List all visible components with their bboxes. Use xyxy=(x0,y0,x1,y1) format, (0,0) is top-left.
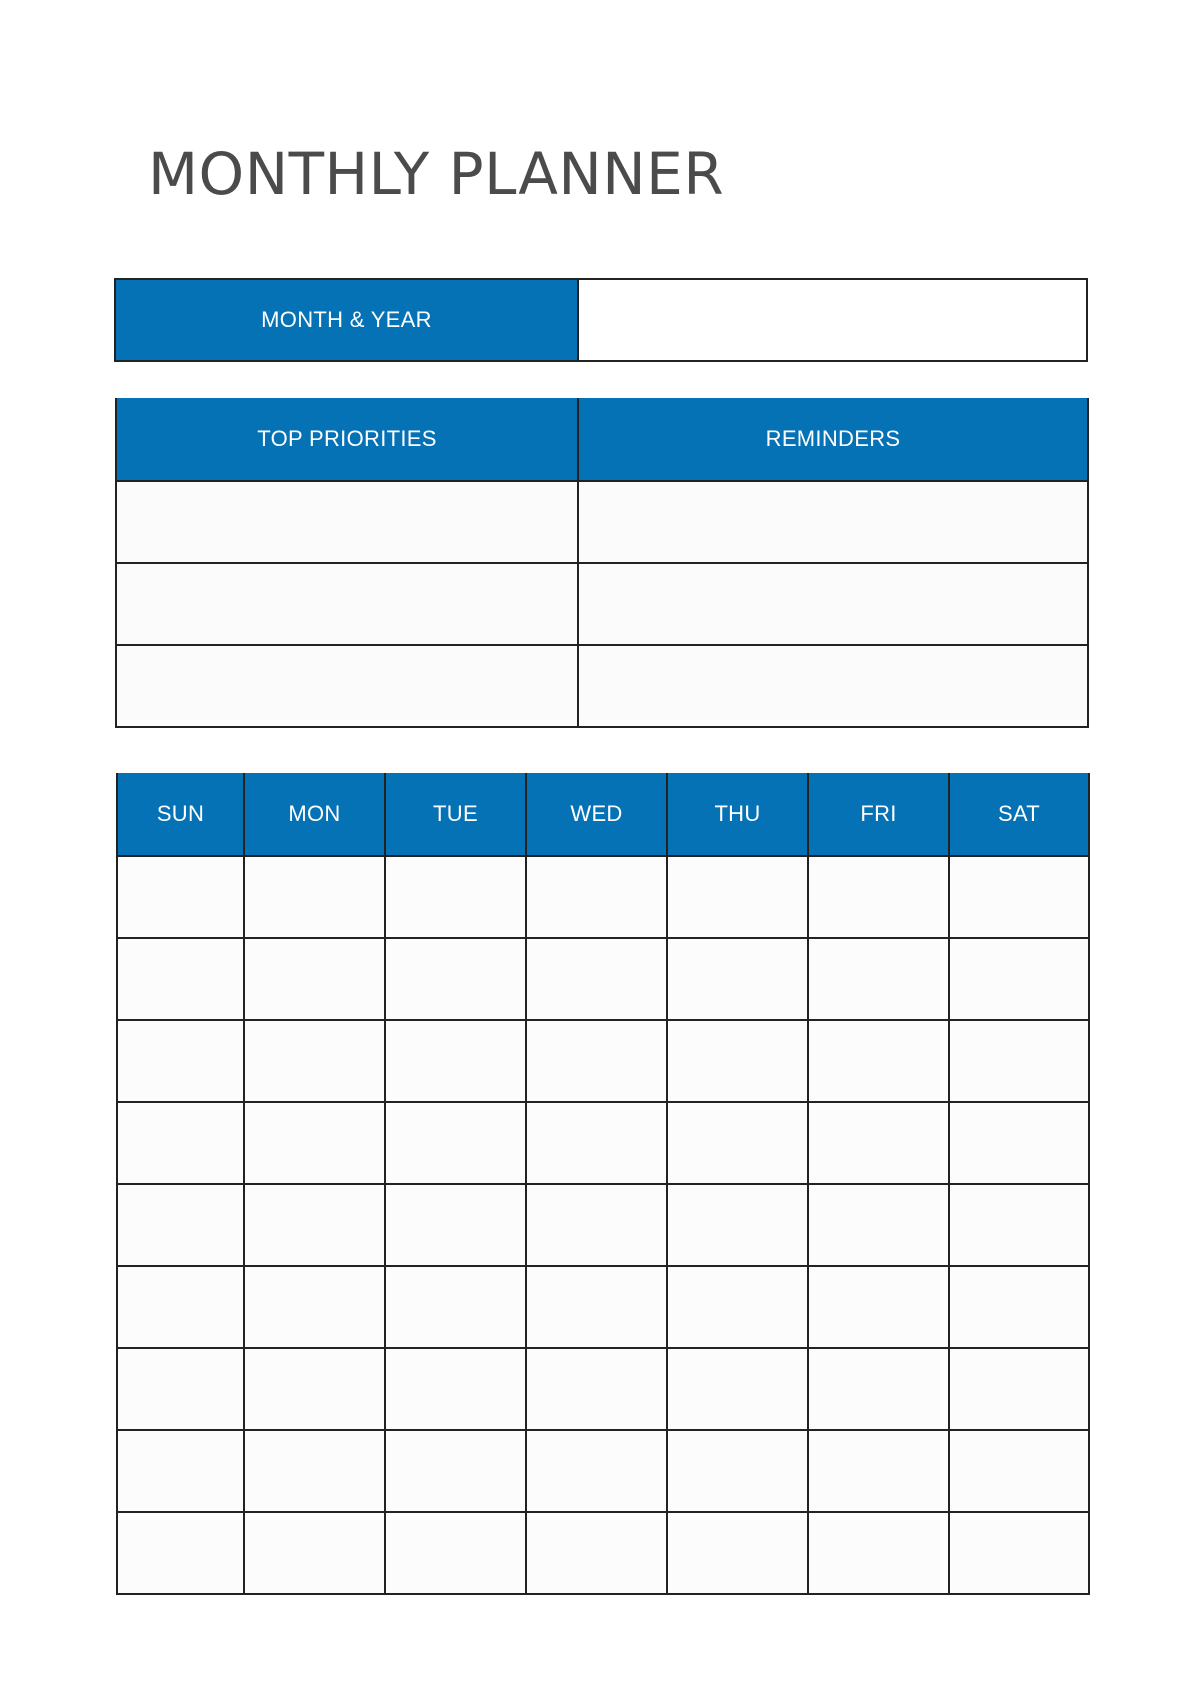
calendar-day-cell-fri[interactable] xyxy=(808,1430,949,1512)
calendar-day-cell-sun[interactable] xyxy=(117,1430,244,1512)
calendar-day-cell-sun[interactable] xyxy=(117,1020,244,1102)
calendar-day-cell-thu[interactable] xyxy=(667,1184,808,1266)
calendar-day-cell-sat[interactable] xyxy=(949,1184,1089,1266)
reminder-cell[interactable] xyxy=(578,481,1088,563)
calendar-day-cell-fri[interactable] xyxy=(808,1184,949,1266)
calendar-day-cell-tue[interactable] xyxy=(385,1020,526,1102)
calendar-day-cell-thu[interactable] xyxy=(667,1512,808,1594)
calendar-day-cell-sat[interactable] xyxy=(949,1430,1089,1512)
calendar-day-cell-mon[interactable] xyxy=(244,1266,385,1348)
calendar-day-cell-wed[interactable] xyxy=(526,1348,667,1430)
calendar-day-cell-fri[interactable] xyxy=(808,856,949,938)
calendar-day-cell-thu[interactable] xyxy=(667,856,808,938)
calendar-day-cell-mon[interactable] xyxy=(244,1020,385,1102)
calendar-day-cell-thu[interactable] xyxy=(667,1020,808,1102)
calendar-day-cell-sat[interactable] xyxy=(949,1348,1089,1430)
priority-cell[interactable] xyxy=(116,563,578,645)
calendar-week-row xyxy=(117,1266,1089,1348)
calendar-day-cell-wed[interactable] xyxy=(526,1102,667,1184)
calendar-day-cell-wed[interactable] xyxy=(526,856,667,938)
calendar-day-cell-wed[interactable] xyxy=(526,1430,667,1512)
reminder-cell[interactable] xyxy=(578,563,1088,645)
reminders-header: REMINDERS xyxy=(578,398,1088,481)
calendar-week-row xyxy=(117,1184,1089,1266)
calendar-day-cell-thu[interactable] xyxy=(667,1266,808,1348)
calendar-day-cell-mon[interactable] xyxy=(244,1184,385,1266)
calendar-day-cell-wed[interactable] xyxy=(526,1266,667,1348)
calendar-day-cell-mon[interactable] xyxy=(244,1430,385,1512)
month-year-input[interactable] xyxy=(577,280,1086,360)
day-header-mon: MON xyxy=(244,773,385,856)
calendar-day-cell-mon[interactable] xyxy=(244,938,385,1020)
month-year-label: MONTH & YEAR xyxy=(116,280,577,360)
calendar-day-cell-fri[interactable] xyxy=(808,1020,949,1102)
priorities-reminders-table xyxy=(115,398,1089,728)
calendar-day-cell-tue[interactable] xyxy=(385,1348,526,1430)
calendar-day-cell-fri[interactable] xyxy=(808,1512,949,1594)
calendar-day-cell-sun[interactable] xyxy=(117,1102,244,1184)
day-header-thu: THU xyxy=(667,773,808,856)
calendar-day-cell-tue[interactable] xyxy=(385,856,526,938)
top-priorities-header: TOP PRIORITIES xyxy=(116,398,578,481)
calendar-day-cell-sun[interactable] xyxy=(117,938,244,1020)
month-year-field xyxy=(114,278,1088,362)
calendar-day-cell-mon[interactable] xyxy=(244,1512,385,1594)
calendar-day-cell-sun[interactable] xyxy=(117,1266,244,1348)
calendar-day-cell-tue[interactable] xyxy=(385,1102,526,1184)
calendar-day-cell-sat[interactable] xyxy=(949,1512,1089,1594)
calendar-day-cell-mon[interactable] xyxy=(244,1102,385,1184)
calendar-day-cell-wed[interactable] xyxy=(526,938,667,1020)
calendar-day-cell-sat[interactable] xyxy=(949,1102,1089,1184)
priority-cell[interactable] xyxy=(116,481,578,563)
calendar-day-cell-tue[interactable] xyxy=(385,1184,526,1266)
calendar-day-cell-sun[interactable] xyxy=(117,1512,244,1594)
calendar-day-cell-wed[interactable] xyxy=(526,1184,667,1266)
calendar-day-cell-tue[interactable] xyxy=(385,938,526,1020)
calendar-day-cell-sat[interactable] xyxy=(949,938,1089,1020)
calendar-week-row xyxy=(117,1348,1089,1430)
priority-cell[interactable] xyxy=(116,645,578,727)
calendar-day-cell-fri[interactable] xyxy=(808,938,949,1020)
calendar-day-cell-wed[interactable] xyxy=(526,1020,667,1102)
calendar-header-row xyxy=(117,773,1089,856)
calendar-day-cell-fri[interactable] xyxy=(808,1266,949,1348)
calendar-day-cell-fri[interactable] xyxy=(808,1102,949,1184)
calendar-day-cell-fri[interactable] xyxy=(808,1348,949,1430)
priorities-reminders-row xyxy=(116,481,1088,563)
calendar-grid xyxy=(116,773,1090,1595)
day-header-wed: WED xyxy=(526,773,667,856)
priorities-reminders-header-row xyxy=(116,398,1088,481)
calendar-day-cell-thu[interactable] xyxy=(667,1430,808,1512)
calendar-day-cell-sun[interactable] xyxy=(117,1184,244,1266)
page-title: MONTHLY PLANNER xyxy=(148,140,725,208)
day-header-sat: SAT xyxy=(949,773,1089,856)
calendar-week-row xyxy=(117,938,1089,1020)
calendar-week-row xyxy=(117,1102,1089,1184)
calendar-week-row xyxy=(117,1020,1089,1102)
calendar-day-cell-sat[interactable] xyxy=(949,1266,1089,1348)
calendar-day-cell-tue[interactable] xyxy=(385,1266,526,1348)
calendar-week-row xyxy=(117,1512,1089,1594)
calendar-day-cell-sat[interactable] xyxy=(949,1020,1089,1102)
calendar-week-row xyxy=(117,1430,1089,1512)
priorities-reminders-row xyxy=(116,563,1088,645)
calendar-day-cell-sun[interactable] xyxy=(117,1348,244,1430)
calendar-day-cell-sun[interactable] xyxy=(117,856,244,938)
day-header-tue: TUE xyxy=(385,773,526,856)
calendar-day-cell-thu[interactable] xyxy=(667,1348,808,1430)
calendar-day-cell-mon[interactable] xyxy=(244,856,385,938)
day-header-sun: SUN xyxy=(117,773,244,856)
calendar-day-cell-wed[interactable] xyxy=(526,1512,667,1594)
calendar-day-cell-thu[interactable] xyxy=(667,1102,808,1184)
priorities-reminders-row xyxy=(116,645,1088,727)
calendar-day-cell-thu[interactable] xyxy=(667,938,808,1020)
calendar-week-row xyxy=(117,856,1089,938)
day-header-fri: FRI xyxy=(808,773,949,856)
reminder-cell[interactable] xyxy=(578,645,1088,727)
calendar-day-cell-sat[interactable] xyxy=(949,856,1089,938)
calendar-day-cell-tue[interactable] xyxy=(385,1512,526,1594)
calendar-day-cell-tue[interactable] xyxy=(385,1430,526,1512)
calendar-day-cell-mon[interactable] xyxy=(244,1348,385,1430)
